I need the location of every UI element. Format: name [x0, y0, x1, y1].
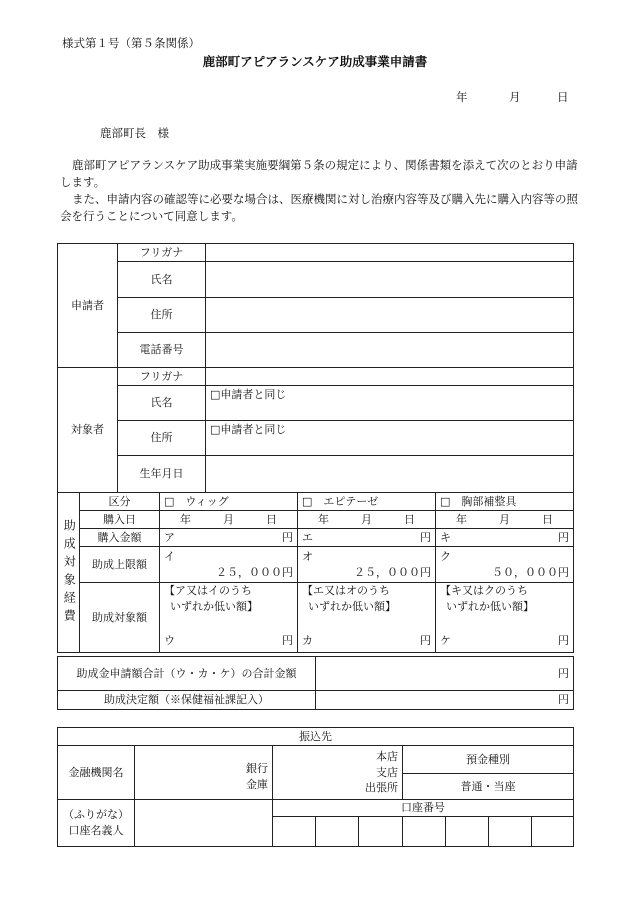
applicant-furigana-label: フリガナ — [118, 244, 206, 262]
category-epithesis[interactable]: □ エピテーゼ — [298, 493, 436, 511]
holder-field[interactable] — [135, 800, 273, 847]
deposit-type-label: 預金種別 — [403, 746, 573, 774]
account-digit-1[interactable] — [273, 817, 316, 847]
limit-wig: イ ２５，０００円 — [160, 547, 298, 583]
bank-label: 金融機関名 — [58, 746, 135, 800]
limit-breast: ク ５０，０００円 — [436, 547, 574, 583]
subject-birth-label: 生年月日 — [118, 456, 206, 493]
decision-field[interactable]: 円 — [316, 691, 574, 710]
category-breast-prosthesis[interactable]: □ 胸部補整具 — [436, 493, 574, 511]
purchase-date-label: 購入日 — [80, 511, 160, 529]
applicant-address-label: 住所 — [118, 298, 206, 333]
subject-label: 対象者 — [58, 368, 118, 493]
purchase-amount-wig[interactable]: ア 円 — [160, 529, 298, 547]
total-label: 助成金申請額合計（ウ・カ・ケ）の合計金額 — [58, 657, 316, 691]
category-label: 区分 — [80, 493, 160, 511]
date-day: 日 — [557, 90, 569, 104]
subject-furigana-label: フリガナ — [118, 368, 206, 386]
applicant-label: 申請者 — [58, 244, 118, 368]
applicant-phone-label: 電話番号 — [118, 333, 206, 368]
limit-label: 助成上限額 — [80, 547, 160, 583]
form-number: 様式第１号（第５条関係） — [62, 36, 200, 50]
account-digit-3[interactable] — [359, 817, 403, 847]
date-year: 年 — [456, 90, 468, 104]
target-amount-label: 助成対象額 — [80, 583, 160, 653]
subject-birth-field[interactable] — [206, 456, 574, 493]
intro-paragraph-1: 鹿部町アピアランスケア助成事業実施要綱第５条の規定により、関係書類を添えて次のとおり申請します。 — [60, 158, 578, 189]
applicant-name-label: 氏名 — [118, 262, 206, 298]
deposit-type-cell — [403, 746, 574, 800]
purchase-amount-epithesis[interactable]: エ 円 — [298, 529, 436, 547]
applicant-furigana-field[interactable] — [206, 244, 574, 262]
decision-label: 助成決定額（※保健福祉課記入） — [58, 691, 316, 710]
account-number-label: 口座番号 — [273, 800, 574, 817]
subject-name-label: 氏名 — [118, 386, 206, 421]
deposit-type-options[interactable]: 普通・当座 — [460, 779, 516, 793]
category-wig[interactable]: □ ウィッグ — [160, 493, 298, 511]
branch-field[interactable]: 本店 支店 出張所 — [273, 746, 403, 800]
applicant-name-field[interactable] — [206, 262, 574, 298]
subject-address-label: 住所 — [118, 421, 206, 456]
subject-name-field[interactable] — [206, 386, 574, 421]
subject-address-field[interactable] — [206, 421, 574, 456]
totals-table — [57, 656, 574, 710]
limit-epithesis: オ ２５，０００円 — [298, 547, 436, 583]
purchase-amount-breast[interactable]: キ 円 — [436, 529, 574, 547]
expense-label: 助成対象経費 — [58, 493, 80, 653]
applicant-phone-field[interactable] — [206, 333, 574, 368]
target-amount-breast[interactable]: 【キ又はクのうち いずれか低い額】 ケ 円 — [436, 583, 574, 653]
target-amount-wig[interactable]: 【ア又はイのうち いずれか低い額】 ウ 円 — [160, 583, 298, 653]
total-field[interactable]: 円 — [316, 657, 574, 691]
purchase-amount-label: 購入金額 — [80, 529, 160, 547]
holder-label: （ふりがな） 口座名義人 — [58, 800, 135, 847]
account-digit-6[interactable] — [489, 817, 532, 847]
purchase-date-wig[interactable]: 年 月 日 — [160, 511, 298, 529]
same-as-applicant-checkbox[interactable]: □申請者と同じ — [210, 423, 287, 436]
purchase-date-breast[interactable]: 年 月 日 — [436, 511, 574, 529]
subject-furigana-field[interactable] — [206, 368, 574, 386]
expense-table — [57, 492, 574, 653]
transfer-table — [57, 727, 574, 847]
bank-field[interactable]: 銀行 金庫 — [135, 746, 273, 800]
transfer-title: 振込先 — [58, 728, 574, 746]
same-as-applicant-checkbox[interactable]: □申請者と同じ — [210, 388, 287, 401]
target-amount-epithesis[interactable]: 【エ又はオのうち いずれか低い額】 カ 円 — [298, 583, 436, 653]
date-month: 月 — [509, 90, 521, 104]
purchase-date-epithesis[interactable]: 年 月 日 — [298, 511, 436, 529]
applicant-subject-table — [57, 243, 574, 493]
account-digit-5[interactable] — [446, 817, 489, 847]
account-digit-7[interactable] — [532, 817, 574, 847]
applicant-address-field[interactable] — [206, 298, 574, 333]
account-digit-4[interactable] — [403, 817, 446, 847]
account-digit-2[interactable] — [316, 817, 359, 847]
intro-paragraph-2: また、申請内容の確認等に必要な場合は、医療機関に対し治療内容等及び購入先に購入内容等の照会を行うことについて同意します。 — [60, 192, 578, 223]
addressee: 鹿部町長 様 — [100, 126, 169, 140]
page-title: 鹿部町アピアランスケア助成事業申請書 — [202, 54, 428, 69]
